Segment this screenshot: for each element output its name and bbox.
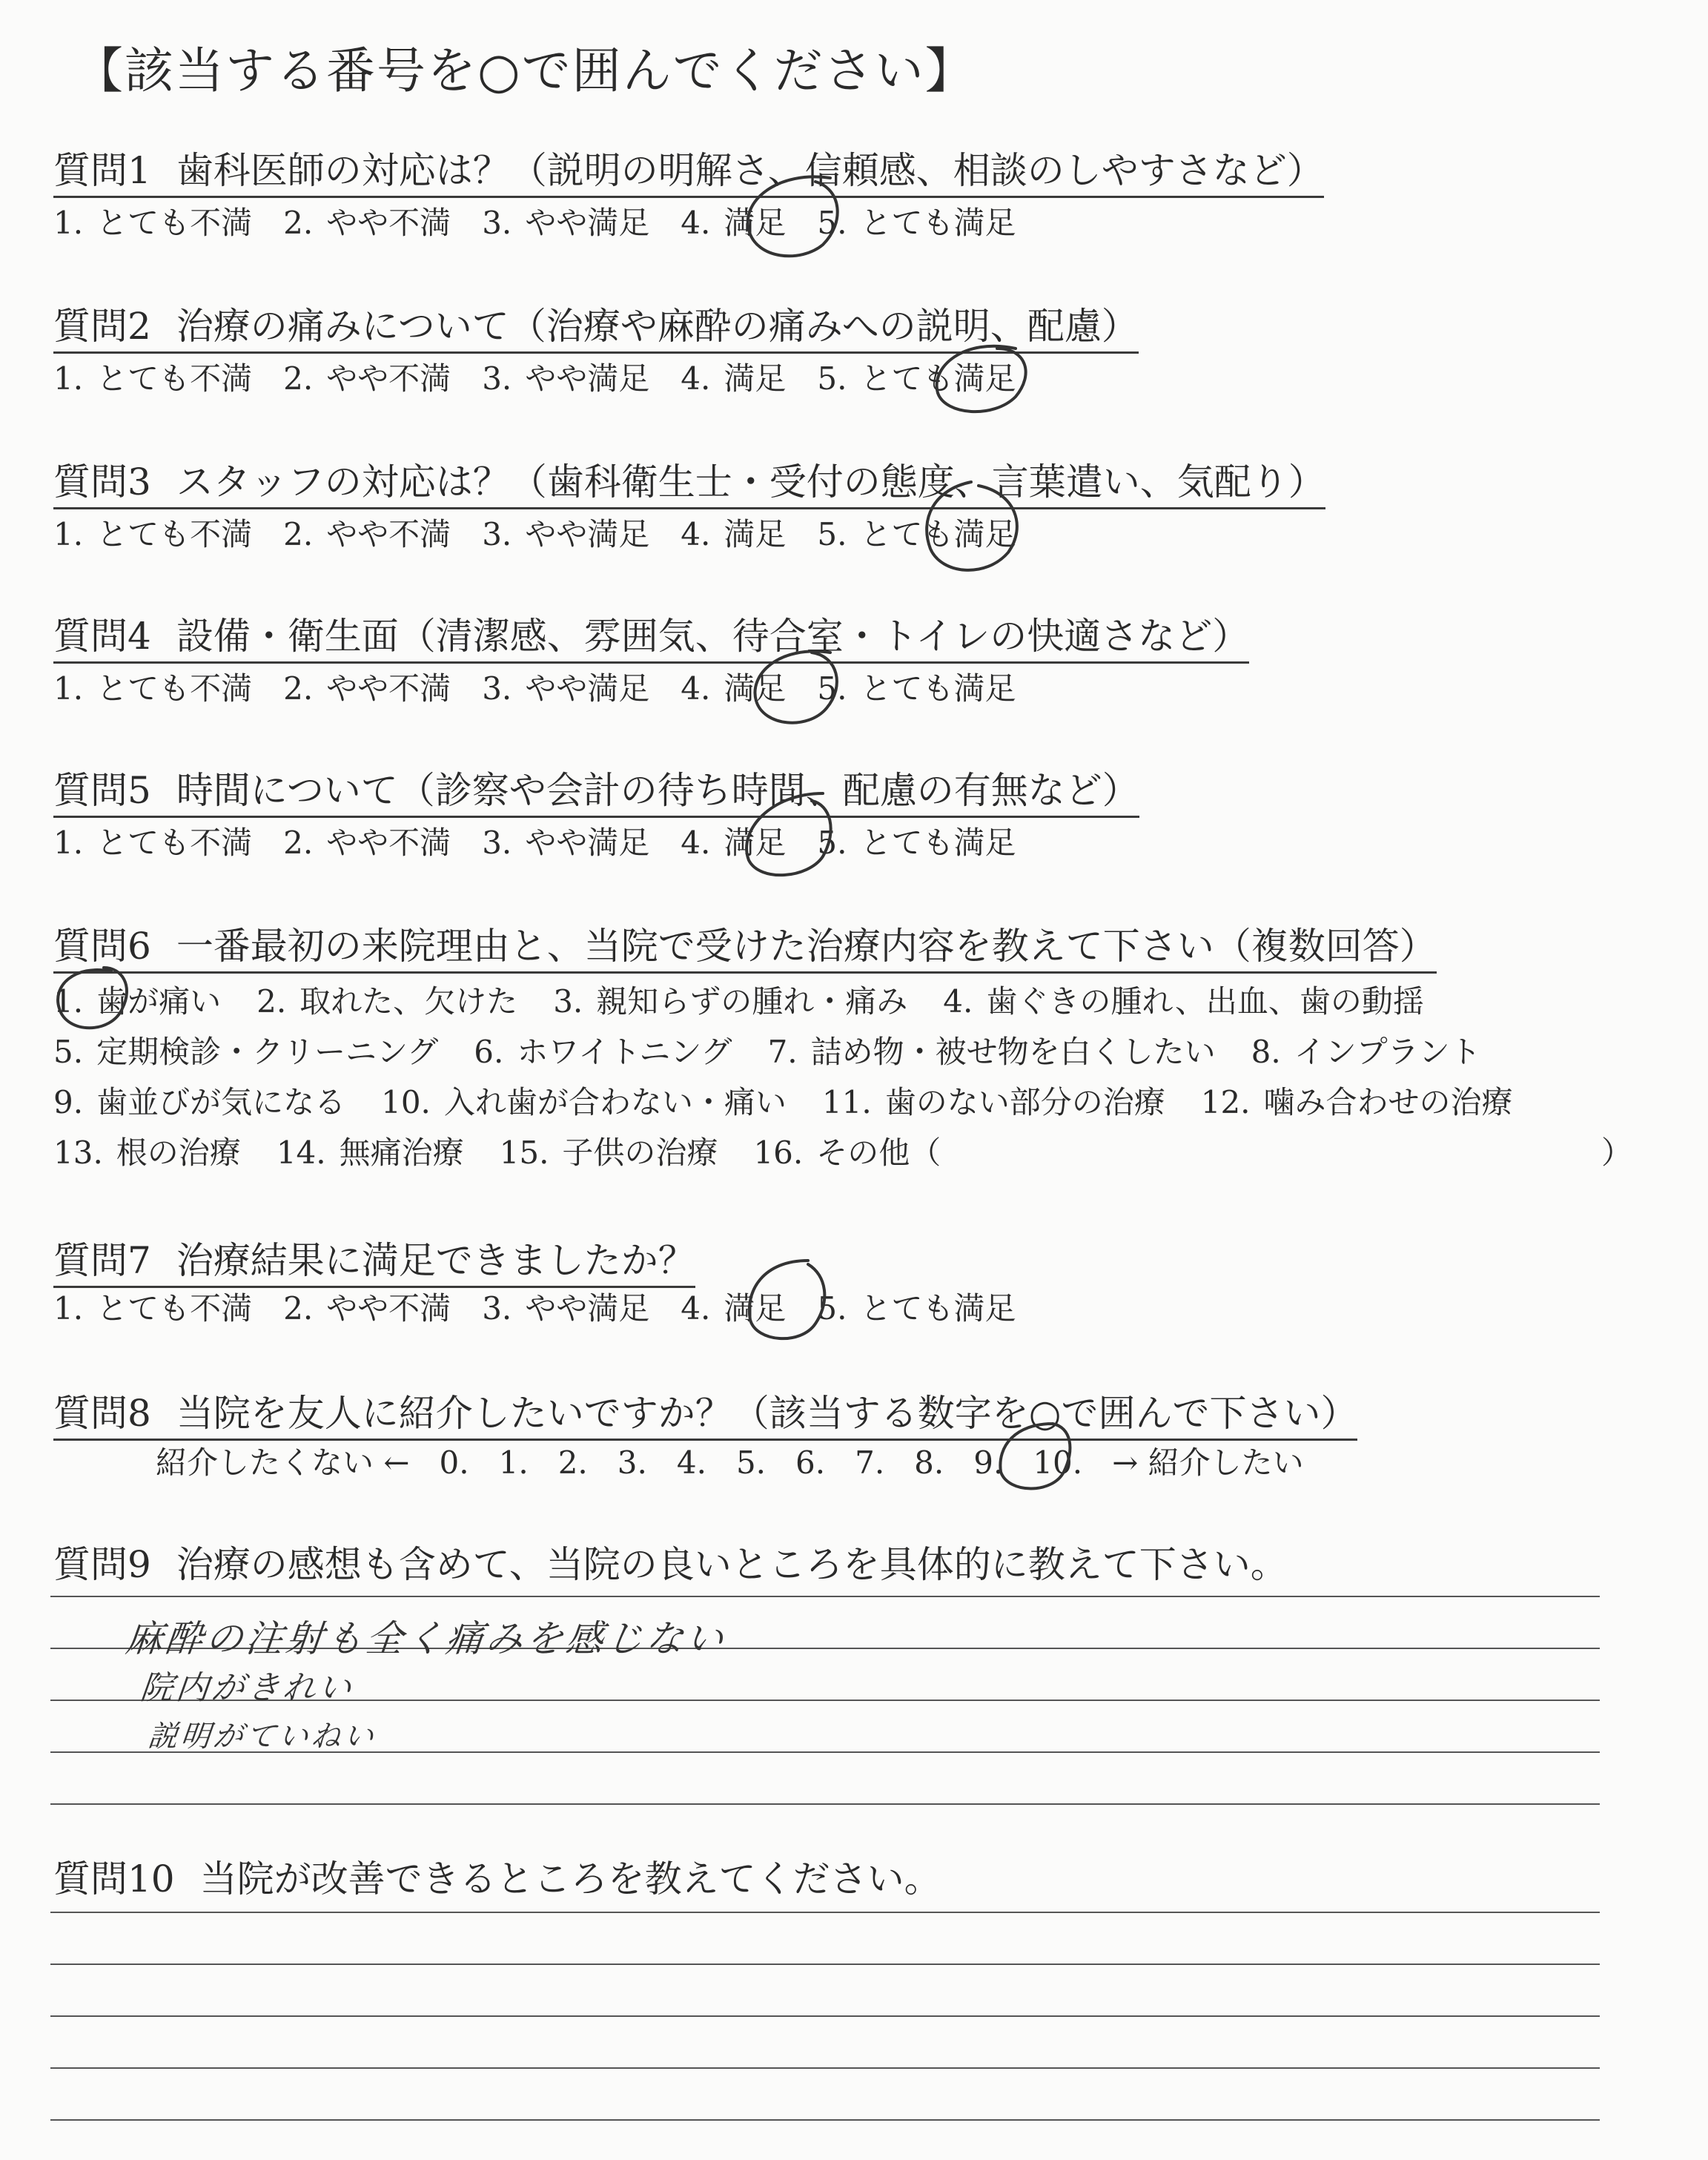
q6-option-16[interactable]: 16. その他（: [753, 1135, 941, 1171]
option-5[interactable]: 5. とても満足: [817, 670, 1016, 707]
question-text: 治療結果に満足できましたか？: [176, 1239, 695, 1282]
answer-line: [50, 2067, 1600, 2069]
question-3: [53, 452, 1325, 509]
option-4[interactable]: 4. 満足: [681, 360, 787, 397]
question-number: 質問10: [53, 1857, 175, 1900]
answer-line: [50, 1964, 1600, 1965]
other-close-paren: ）: [1601, 1135, 1633, 1171]
question-text: 設備・衛生面（清潔感、雰囲気、待合室・トイレの快適さなど）: [176, 615, 1250, 658]
option-1[interactable]: 1. とても不満: [53, 360, 253, 397]
q6-option-7[interactable]: 7. 詰め物・被せ物を白くしたい: [767, 1034, 1216, 1070]
recommend-scale: [156, 1439, 1334, 1483]
question-9: [53, 1535, 1288, 1588]
question-number: 質問6: [53, 925, 151, 968]
q6-option-8[interactable]: 8. インプラント: [1251, 1034, 1481, 1070]
option-4[interactable]: 4. 満足: [681, 205, 787, 241]
question-7: [53, 1231, 695, 1288]
question-text: 当院を友人に紹介したいですか？（該当する数字を○で囲んで下さい）: [176, 1392, 1358, 1435]
answer-options-q7: [53, 1284, 1047, 1329]
option-2[interactable]: 2. やや不満: [283, 360, 451, 397]
answer-options-q5: [53, 819, 1047, 863]
score-7[interactable]: 7.: [855, 1444, 885, 1481]
question-number: 質問9: [53, 1543, 151, 1586]
question-10: [53, 1849, 941, 1903]
answer-options-q4: [53, 664, 1047, 709]
option-1[interactable]: 1. とても不満: [53, 516, 253, 552]
question-number: 質問3: [53, 460, 151, 503]
not-recommend-label: 紹介したくない ←: [156, 1444, 410, 1481]
question-text: 治療の感想も含めて、当院の良いところを具体的に教えて下さい。: [176, 1543, 1288, 1586]
option-2[interactable]: 2. やや不満: [283, 205, 451, 241]
option-1[interactable]: 1. とても不満: [53, 205, 253, 241]
q6-option-12[interactable]: 12. 噛み合わせの治療: [1200, 1084, 1513, 1120]
option-3[interactable]: 3. やや満足: [482, 825, 650, 861]
question-4: [53, 607, 1249, 664]
score-3[interactable]: 3.: [617, 1444, 647, 1481]
q6-option-9[interactable]: 9. 歯並びが気になる: [53, 1084, 346, 1120]
page-title: 【該当する番号を○で囲んでください】: [74, 42, 976, 99]
score-2[interactable]: 2.: [557, 1444, 588, 1481]
answer-line: [50, 1912, 1600, 1913]
answer-options-q1: [53, 199, 1047, 243]
q6-option-13[interactable]: 13. 根の治療: [53, 1135, 241, 1171]
score-10[interactable]: 10.: [1033, 1444, 1083, 1481]
answer-line: [50, 2015, 1600, 2017]
answer-line: [50, 2119, 1600, 2121]
q6-option-5[interactable]: 5. 定期検診・クリーニング: [53, 1034, 439, 1070]
question-number: 質問1: [53, 149, 151, 192]
handwritten-answer-3: 説明がていねい: [146, 1720, 379, 1754]
recommend-label: → 紹介したい: [1112, 1444, 1304, 1481]
option-5[interactable]: 5. とても満足: [817, 205, 1016, 241]
question-number: 質問5: [53, 769, 151, 812]
question-text: スタッフの対応は？（歯科衛生士・受付の態度、言葉遣い、気配り）: [176, 460, 1325, 503]
question-text: 一番最初の来院理由と、当院で受けた治療内容を教えて下さい（複数回答）: [176, 925, 1437, 968]
question-8: [53, 1384, 1357, 1441]
question-number: 質問4: [53, 615, 151, 658]
question-number: 質問7: [53, 1239, 151, 1282]
question-text: 歯科医師の対応は？（説明の明解さ、信頼感、相談のしやすさなど）: [176, 149, 1324, 192]
q6-option-2[interactable]: 2. 取れた、欠けた: [256, 983, 518, 1020]
option-2[interactable]: 2. やや不満: [283, 1290, 451, 1327]
option-3[interactable]: 3. やや満足: [482, 360, 650, 397]
option-5[interactable]: 5. とても満足: [817, 360, 1016, 397]
score-4[interactable]: 4.: [676, 1444, 706, 1481]
question-1: [53, 141, 1324, 198]
question-6: [53, 916, 1437, 974]
question-text: 当院が改善できるところを教えてください。: [199, 1857, 941, 1900]
handwritten-answer-1: 麻酔の注射も全く痛みを感じない: [123, 1617, 729, 1660]
question-text: 時間について（診察や会計の待ち時間、配慮の有無など）: [176, 769, 1139, 812]
option-5[interactable]: 5. とても満足: [817, 1290, 1016, 1327]
answer-options-q3: [53, 510, 1047, 555]
option-3[interactable]: 3. やや満足: [482, 670, 650, 707]
handwritten-answer-2: 院内がきれい: [138, 1669, 357, 1707]
score-5[interactable]: 5.: [735, 1444, 767, 1481]
question-number: 質問8: [53, 1392, 151, 1435]
option-2[interactable]: 2. やや不満: [283, 516, 451, 552]
option-3[interactable]: 3. やや満足: [482, 205, 650, 241]
option-3[interactable]: 3. やや満足: [482, 516, 650, 552]
option-2[interactable]: 2. やや不満: [283, 670, 451, 707]
option-5[interactable]: 5. とても満足: [817, 516, 1016, 552]
option-5[interactable]: 5. とても満足: [817, 825, 1016, 861]
q6-option-14[interactable]: 14. 無痛治療: [276, 1135, 464, 1171]
answer-options-q2: [53, 354, 1047, 399]
answer-line: [50, 1803, 1600, 1805]
q6-option-1[interactable]: 1. 歯が痛い: [53, 983, 222, 1020]
q6-row-1: [53, 977, 1460, 1022]
score-8[interactable]: 8.: [914, 1444, 944, 1481]
option-1[interactable]: 1. とても不満: [53, 1290, 253, 1327]
score-9[interactable]: 9.: [973, 1444, 1004, 1481]
question-2: [53, 297, 1139, 354]
q6-option-11[interactable]: 11. 歯のない部分の治療: [821, 1084, 1165, 1120]
option-4[interactable]: 4. 満足: [681, 1290, 787, 1327]
q6-option-10[interactable]: 10. 入れ歯が合わない・痛い: [381, 1084, 787, 1120]
score-6[interactable]: 6.: [795, 1444, 826, 1481]
question-number: 質問2: [53, 305, 151, 348]
option-4[interactable]: 4. 満足: [681, 825, 787, 861]
option-1[interactable]: 1. とても不満: [53, 670, 253, 707]
question-5: [53, 761, 1139, 818]
q6-row-4: [53, 1129, 976, 1173]
q6-option-6[interactable]: 6. ホワイトニング: [474, 1034, 732, 1070]
score-1[interactable]: 1.: [498, 1444, 529, 1481]
score-0[interactable]: 0.: [439, 1444, 469, 1481]
option-1[interactable]: 1. とても不満: [53, 825, 253, 861]
q6-row-3: [53, 1078, 1549, 1123]
option-2[interactable]: 2. やや不満: [283, 825, 451, 861]
option-3[interactable]: 3. やや満足: [482, 1290, 650, 1327]
option-4[interactable]: 4. 満足: [681, 516, 787, 552]
answer-line: [50, 1596, 1600, 1597]
q6-row-2: [53, 1028, 1517, 1072]
question-text: 治療の痛みについて（治療や麻酔の痛みへの説明、配慮）: [176, 305, 1139, 348]
q6-option-4[interactable]: 4. 歯ぐきの腫れ、出血、歯の動揺: [943, 983, 1424, 1020]
q6-option-15[interactable]: 15. 子供の治療: [499, 1135, 718, 1171]
option-4[interactable]: 4. 満足: [681, 670, 787, 707]
q6-option-3[interactable]: 3. 親知らずの腫れ・痛み: [553, 983, 908, 1020]
